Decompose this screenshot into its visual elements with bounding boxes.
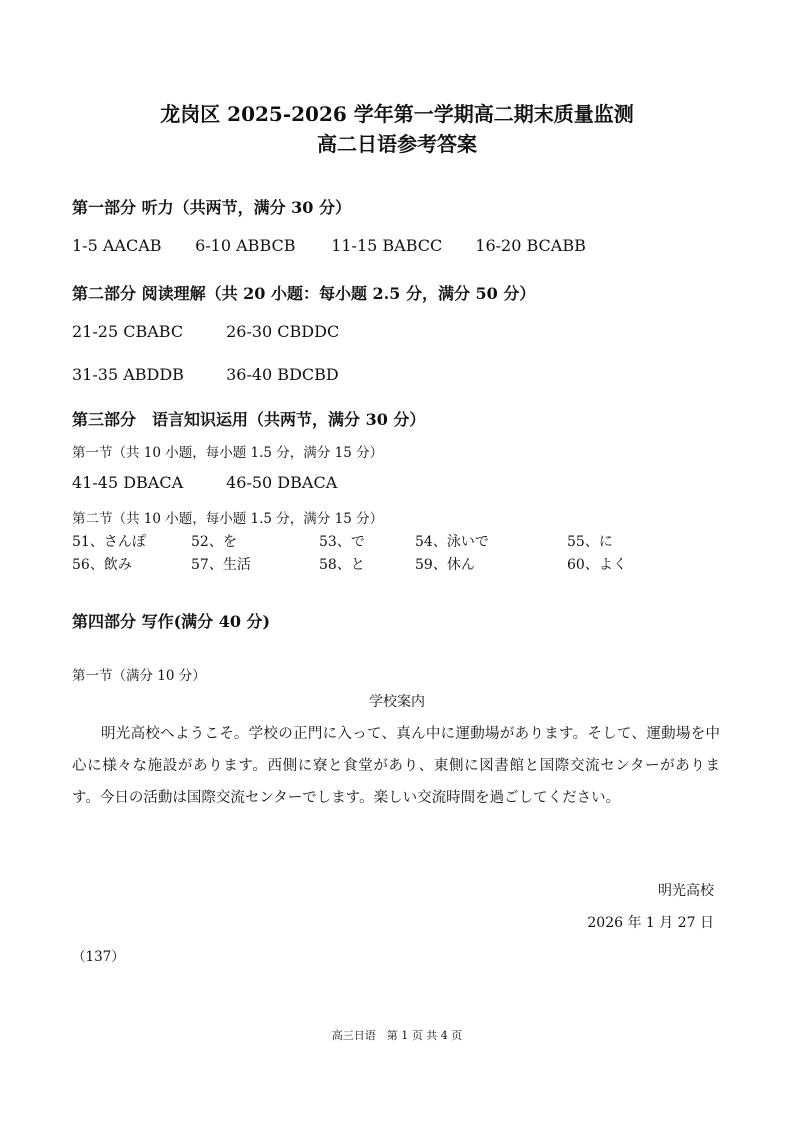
essay-body: 明光高校へようこそ。学校の正門に入って、真ん中に運動場があります。そして、運動場を中心に様々な施設があります。西側に寮と食堂があり、東側に図書館と国際交流センターがあります。今日の活動は国際交流センターでします。楽しい交流時間を過ごしてください。 [72,726,720,806]
part1-answers [72,236,586,255]
answer-group: 36-40 BDCBD [226,365,339,384]
answer-group: 31-35 ABDDB [72,365,184,384]
answer-group: 26-30 CBDDC [226,322,340,341]
part3-section2-note: 第二节（共 10 小题，每小题 1.5 分，满分 15 分） [72,511,384,527]
essay-signature: 明光高校 [658,883,714,899]
essay-title: 学校案内 [369,694,425,710]
cloze-answer: 55、に [567,534,613,550]
part3-section1-note: 第一节（共 10 小题，每小题 1.5 分，满分 15 分） [72,445,384,461]
part2-answers-row1 [72,322,339,341]
answer-group: 1-5 AACAB [72,236,162,255]
cloze-answer: 60、よく [567,557,627,573]
part4-section1-note: 第一节（满分 10 分） [72,668,206,684]
cloze-answer: 56、飲み [72,557,132,573]
part1-heading: 第一部分 听力（共两节，满分 30 分） [72,198,351,217]
answer-group: 6-10 ABBCB [195,236,296,255]
answer-group: 11-15 BABCC [331,236,443,255]
part4-heading: 第四部分 写作(满分 40 分) [72,612,271,631]
cloze-answer: 54、泳いで [415,534,489,550]
page-footer: 高三日语 第 1 页 共 4 页 [331,1029,463,1042]
answer-group: 46-50 DBACA [226,473,338,492]
answer-group: 21-25 CBABC [72,322,184,341]
part3-heading: 第三部分 语言知识运用（共两节，满分 30 分） [72,410,426,429]
page-title: 龙岗区 2025-2026 学年第一学期高二期末质量监测 [160,102,634,126]
part2-heading: 第二部分 阅读理解（共 20 小题：每小题 2.5 分，满分 50 分） [72,284,536,303]
cloze-answer: 52、を [191,534,237,550]
cloze-answer: 51、さんぽ [72,534,146,550]
part2-answers-row2 [72,365,339,384]
cloze-answer: 57、生活 [191,557,251,573]
essay-date: 2026 年 1 月 27 日 [587,915,714,931]
part3-section1-answers [72,473,337,492]
answer-group: 16-20 BCABB [475,236,586,255]
cloze-answer: 53、で [319,534,365,550]
cloze-answer: 58、と [319,557,365,573]
page-subtitle: 高二日语参考答案 [317,132,477,156]
cloze-answer: 59、休ん [415,557,475,573]
word-count: （137） [72,949,125,965]
answer-group: 41-45 DBACA [72,473,184,492]
